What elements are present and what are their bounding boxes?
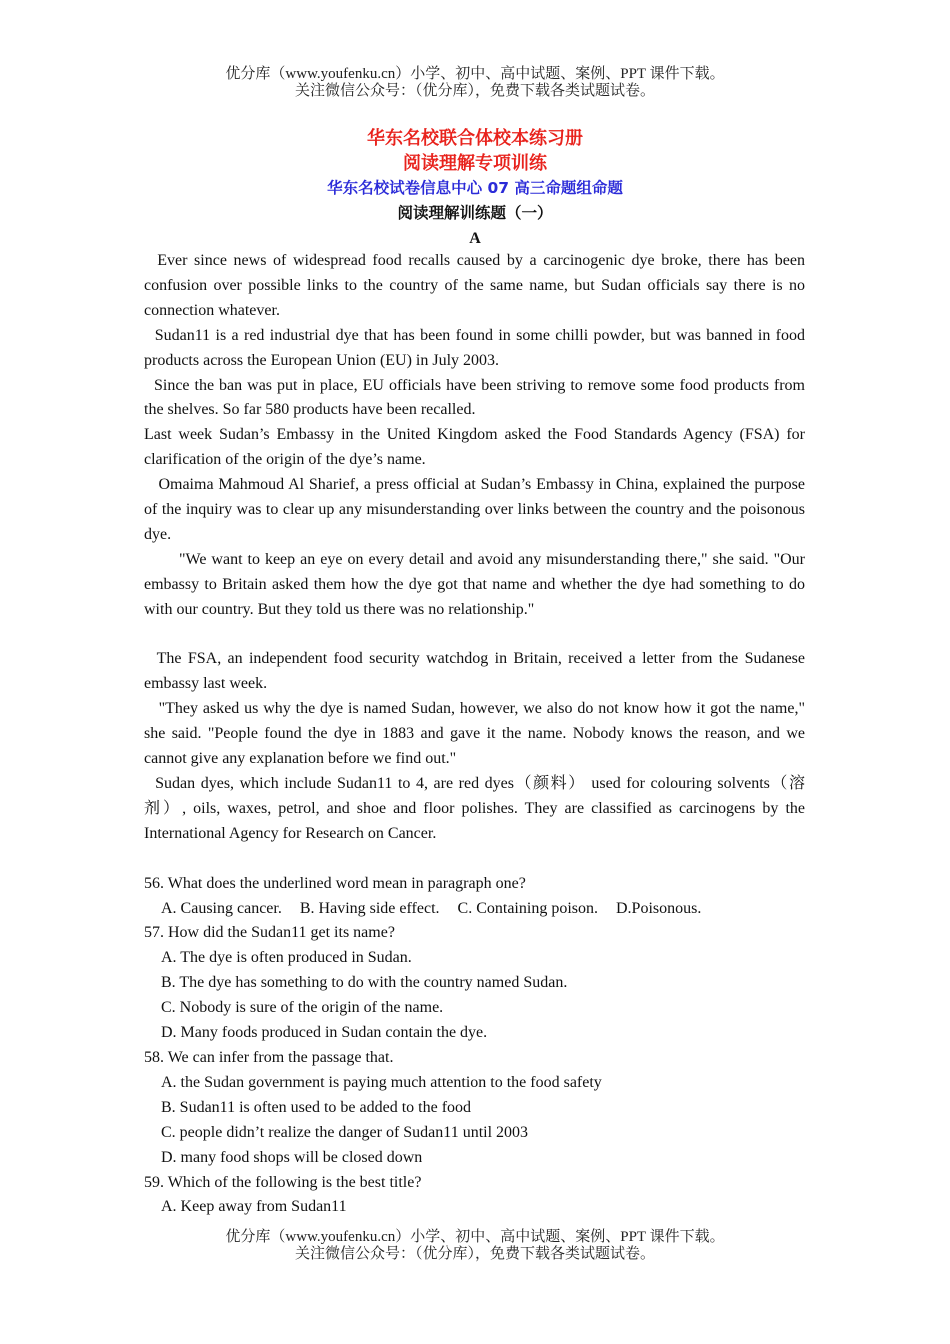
main-title-2: 阅读理解专项训练 [403, 153, 547, 174]
paragraph: "They asked us why the dye is named Sudan, however, we also do not know how it got the name," she said. "People found the dye in 1883 and gave it the name. Nobody knows the reason, and we cannot give any explanation before we find out." [144, 700, 810, 768]
paragraph: Since the ban was put in place, EU officials have been striving to remove some food products from the shelves. So far 580 products have been recalled. [144, 376, 810, 419]
option-c: C. people didn’t realize the danger of Sudan11 until 2003 [161, 1123, 529, 1141]
option-b: B. Sudan11 is often used to be added to the food [161, 1098, 472, 1116]
section-label: A [469, 230, 481, 247]
blank-line [144, 623, 805, 648]
option-a: A. The dye is often produced in Sudan. [161, 949, 412, 967]
question-58 [144, 1046, 805, 1171]
footer-line-2: 关注微信公众号：（优分库），免费下载各类试题试卷。 [294, 1246, 655, 1262]
paragraph: Ever since news of widespread food recalls caused by a carcinogenic dye broke, there has been confusion over possible links to the country of the same name, but Sudan officials say there is no connection whatever. [144, 252, 810, 319]
main-title-1: 华东名校联合体校本练习册 [367, 128, 583, 149]
paragraph: Omaima Mahmoud Al Sharief, a press official at Sudan’s Embassy in China, explained the purpose of the inquiry was to clear up any misunderstanding over links between the country and the poisonous dye. [144, 476, 809, 543]
paragraph: Last week Sudan’s Embassy in the United Kingdom asked the Food Standards Agency (FSA) for clarification of the origin of the dye’s name. [144, 426, 809, 469]
subtitle: 华东名校试卷信息中心 07 高三命题组命题 [327, 179, 623, 197]
header-line-1: 优分库（www.youfenku.cn）小学、初中、高中试题、案例、PPT 课件下载。 [225, 66, 725, 82]
paragraph: The FSA, an independent food security watchdog in Britain, received a letter from the Sudanese embassy last week. [144, 650, 810, 693]
question-stem: 58. We can infer from the passage that. [144, 1048, 394, 1066]
option-b: B. Having side effect. [299, 899, 440, 917]
paragraph: Sudan dyes, which include Sudan11 to 4, are red dyes（颜料） used for colouring solvents（溶剂）, oils, waxes, petrol, and shoe and floor polishes. They are classified as carcinogens by the International Agency for Research on Cancer. [144, 775, 809, 842]
question-59 [144, 1171, 805, 1221]
question-56 [144, 872, 805, 922]
option-c: C. Nobody is sure of the origin of the name. [161, 999, 444, 1017]
page-footer [0, 1229, 950, 1263]
document-body [144, 249, 810, 1220]
question-57 [144, 921, 805, 1046]
option-a: A. Causing cancer. [161, 899, 282, 917]
option-d: D. Many foods produced in Sudan contain the dye. [161, 1024, 488, 1042]
question-stem: 56. What does the underlined word mean in paragraph one? [144, 874, 526, 892]
inline-options [144, 897, 805, 922]
header-line-2: 关注微信公众号：（优分库），免费下载各类试题试卷。 [294, 83, 655, 99]
exercise-title: 阅读理解训练题（一） [397, 204, 553, 222]
option-d: D. many food shops will be closed down [161, 1148, 423, 1166]
blank-line [144, 847, 805, 872]
paragraph: Sudan11 is a red industrial dye that has been found in some chilli powder, but was banned in food products across the European Union (EU) in July 2003. [144, 326, 810, 369]
title-block [0, 126, 950, 251]
question-stem: 59. Which of the following is the best title? [144, 1173, 422, 1191]
passage [144, 249, 810, 847]
option-b: B. The dye has something to do with the country named Sudan. [161, 974, 568, 992]
option-a: A. Keep away from Sudan11 [161, 1198, 347, 1216]
option-c: C. Containing poison. [457, 899, 598, 917]
footer-line-1: 优分库（www.youfenku.cn）小学、初中、高中试题、案例、PPT 课件下载。 [225, 1229, 725, 1245]
question-stem: 57. How did the Sudan11 get its name? [144, 924, 395, 942]
page-header [0, 66, 950, 100]
option-a: A. the Sudan government is paying much attention to the food safety [161, 1073, 602, 1091]
option-d: D.Poisonous. [615, 899, 702, 917]
paragraph: "We want to keep an eye on every detail and avoid any misunderstanding there," she said. "Our embassy to Britain asked them how the dye got that name and whether the dye had something to do with our country. But they told us there was no relationship." [144, 550, 809, 618]
